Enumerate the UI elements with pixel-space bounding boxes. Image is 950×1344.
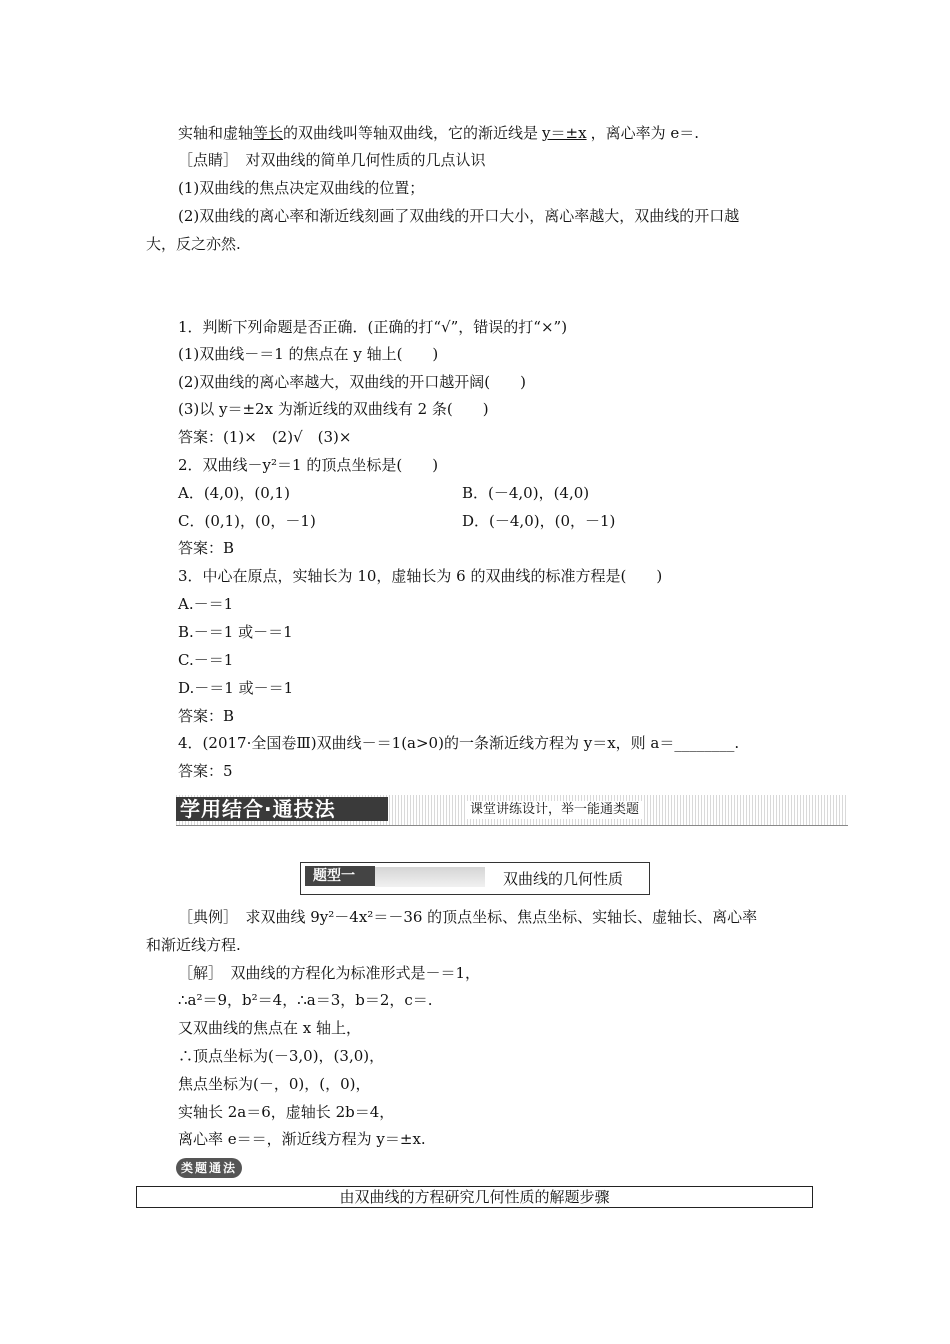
question-2-option-c: C．(0,1)，(0，－1) [178, 512, 316, 530]
solution-step-5: 焦点坐标为(－，0)，(，0)， [178, 1075, 371, 1093]
method-badge: 类题通法 [176, 1158, 242, 1178]
intro-line-1 [178, 123, 699, 143]
question-4: 4．(2017·全国卷Ⅲ)双曲线－＝1(a>0)的一条渐近线方程为 y＝x，则 a＝________. [178, 734, 740, 752]
text-segment: 的双曲线叫等轴双曲线，它的渐近线是 [283, 124, 539, 142]
question-1-item-3: (3)以 y＝±2x 为渐近线的双曲线有 2 条( ) [178, 400, 489, 418]
answer-1: 答案：(1)× (2)√ (3)× [178, 428, 352, 446]
question-1-item-2: (2)双曲线的离心率越大，双曲线的开口越开阔( ) [178, 373, 526, 391]
answer-2: 答案：B [178, 539, 235, 557]
question-3-option-a: A.－＝1 [178, 595, 234, 613]
example-question: ［典例］ 求双曲线 9y²－4x²＝－36 的顶点坐标、焦点坐标、实轴长、虚轴长、离心率 [178, 908, 758, 926]
solution-step-4: ∴顶点坐标为(－3,0)，(3,0)， [178, 1047, 385, 1065]
answer-4: 答案：5 [178, 762, 233, 780]
question-2: 2．双曲线－y²＝1 的顶点坐标是( ) [178, 456, 439, 474]
solution-step-2: ∴a²＝9，b²＝4，∴a＝3，b＝2，c＝. [178, 991, 433, 1009]
solution-step-3: 又双曲线的焦点在 x 轴上， [178, 1019, 361, 1037]
asymptote-formula: y＝±x [542, 124, 587, 142]
topic-type-title: 双曲线的几何性质 [503, 870, 624, 888]
topic-type-tag: 题型一 [305, 866, 375, 886]
question-3-option-b: B.－＝1 或－＝1 [178, 623, 293, 641]
text-segment: 实轴和虚轴 [178, 124, 254, 142]
question-2-option-b: B．(－4,0)，(4,0) [462, 484, 590, 502]
question-3-option-c: C.－＝1 [178, 651, 234, 669]
method-table-header: 由双曲线的方程研究几何性质的解题步骤 [136, 1186, 813, 1208]
text-segment: ，离心率为 e＝. [590, 124, 699, 142]
solution-step-7: 离心率 e＝＝，渐近线方程为 y＝±x. [178, 1130, 426, 1148]
note-heading: ［点睛］ 对双曲线的简单几何性质的几点认识 [178, 151, 486, 169]
question-2-option-a: A．(4,0)，(0,1) [178, 484, 290, 502]
example-question-cont: 和渐近线方程. [146, 936, 241, 954]
note-point-2-cont: 大，反之亦然. [146, 235, 241, 253]
question-1: 1．判断下列命题是否正确．(正确的打“√”，错误的打“×”) [178, 318, 568, 336]
answer-3: 答案：B [178, 707, 235, 725]
topic-type-bar [375, 867, 485, 887]
question-2-option-d: D．(－4,0)，(0，－1) [462, 512, 616, 530]
solution-step-6: 实轴长 2a＝6，虚轴长 2b＝4， [178, 1103, 395, 1121]
solution-step-1: ［解］ 双曲线的方程化为标准形式是－＝1， [178, 964, 481, 982]
topic-type-box [300, 862, 650, 895]
section-banner-title: 学用结合·通技法 [176, 797, 388, 821]
note-point-1: (1)双曲线的焦点决定双曲线的位置； [178, 179, 425, 197]
section-banner [176, 795, 848, 826]
underlined-term: 等长 [253, 124, 284, 142]
section-banner-subtitle: 课堂讲练设计，举一能通类题 [466, 801, 643, 819]
question-3: 3．中心在原点，实轴长为 10，虚轴长为 6 的双曲线的标准方程是( ) [178, 567, 663, 585]
question-3-option-d: D.－＝1 或－＝1 [178, 679, 294, 697]
question-1-item-1: (1)双曲线－＝1 的焦点在 y 轴上( ) [178, 345, 439, 363]
note-point-2: (2)双曲线的离心率和渐近线刻画了双曲线的开口大小，离心率越大，双曲线的开口越 [178, 207, 740, 225]
